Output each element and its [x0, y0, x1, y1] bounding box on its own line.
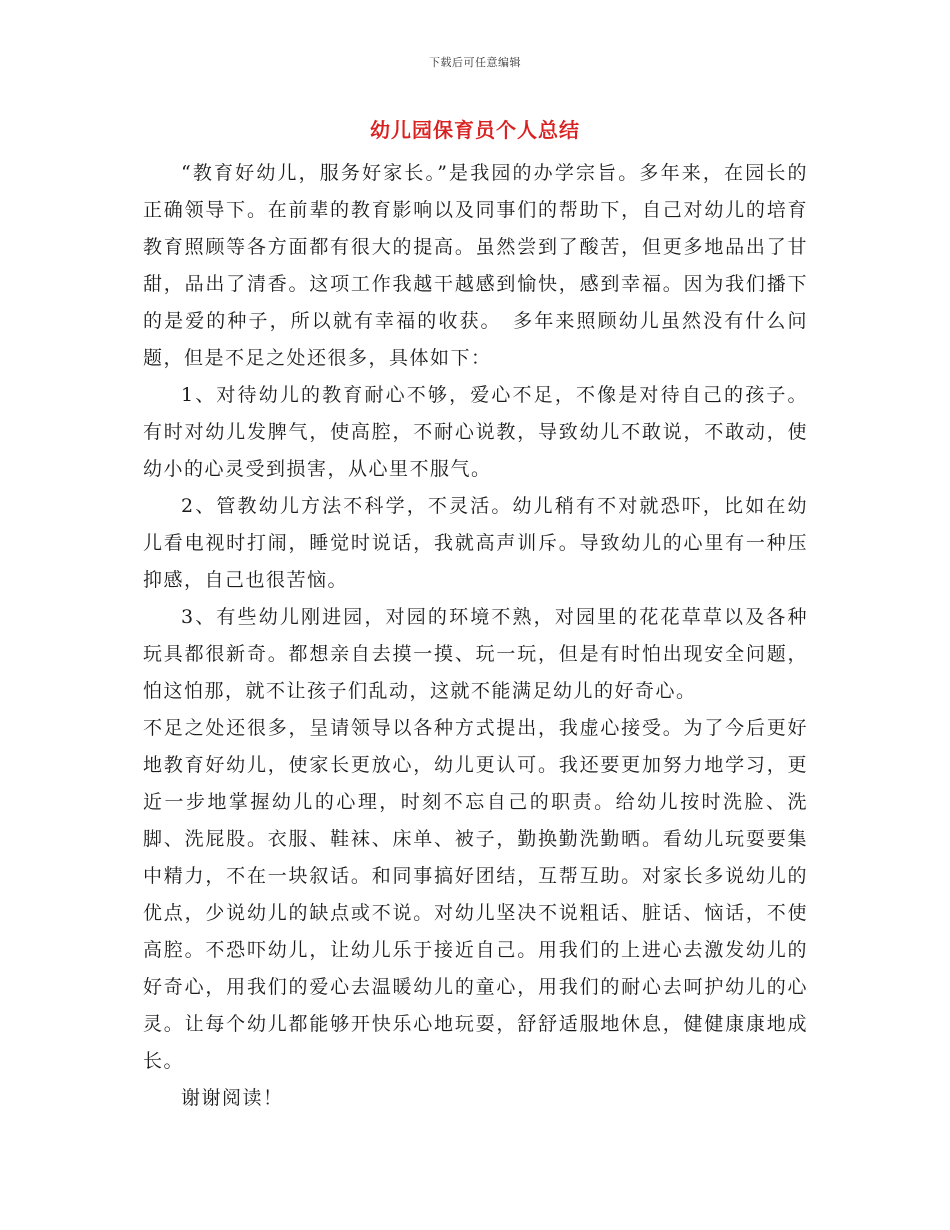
paragraph-point-1: 1、对待幼儿的教育耐心不够，爱心不足，不像是对待自己的孩子。有时对幼儿发脾气，使高腔，不耐心说教，导致幼儿不敢说，不敢动，使幼小的心灵受到损害，从心里不服气。 [143, 384, 808, 480]
paragraph-intro: “教育好幼儿，服务好家长。”是我园的办学宗旨。多年来，在园长的正确领导下。在前辈的教育影响以及同事们的帮助下，自己对幼儿的培育教育照顾等各方面都有很大的提高。虽然尝到了酸苦，但更多地品出了甘甜，品出了清香。这项工作我越干越感到愉快，感到幸福。因为我们播下的是爱的种子，所以就有幸福的收获。 多年来照顾幼儿虽然没有什么问题，但是不足之处还很多，具体如下： [143, 162, 808, 369]
paragraph-closing: 谢谢阅读！ [181, 1087, 284, 1109]
paragraph-improvements: 不足之处还很多，呈请领导以各种方式提出，我虚心接受。为了今后更好地教育好幼儿，使家长更放心，幼儿更认可。我还要更加努力地学习，更近一步地掌握幼儿的心理，时刻不忘自己的职责。给幼儿按时洗脸、洗脚、洗屁股。衣服、鞋袜、床单、被子，勤换勤洗勤晒。看幼儿玩耍要集中精力，不在一块叙话。和同事搞好团结，互帮互助。对家长多说幼儿的优点，少说幼儿的缺点或不说。对幼儿坚决不说粗话、脏话、恼话，不使高腔。不恐吓幼儿，让幼儿乐于接近自己。用我们的上进心去激发幼儿的好奇心，用我们的爱心去温暖幼儿的童心，用我们的耐心去呵护幼儿的心灵。让每个幼儿都能够开快乐心地玩耍，舒舒适服地休息，健健康康地成长。 [143, 717, 808, 1072]
paragraph-point-2: 2、管教幼儿方法不科学，不灵活。幼儿稍有不对就恐吓，比如在幼儿看电视时打闹，睡觉时说话，我就高声训斥。导致幼儿的心里有一种压抑感，自己也很苦恼。 [143, 495, 808, 591]
page-header: 下载后可任意编辑 [429, 56, 521, 69]
document-title: 幼儿园保育员个人总结 [370, 118, 580, 142]
document-body [143, 155, 808, 1117]
paragraph-point-3: 3、有些幼儿刚进园，对园的环境不熟，对园里的花花草草以及各种玩具都很新奇。都想亲自去摸一摸、玩一玩，但是有时怕出现安全问题，怕这怕那，就不让孩子们乱动，这就不能满足幼儿的好奇心。 [143, 606, 808, 702]
